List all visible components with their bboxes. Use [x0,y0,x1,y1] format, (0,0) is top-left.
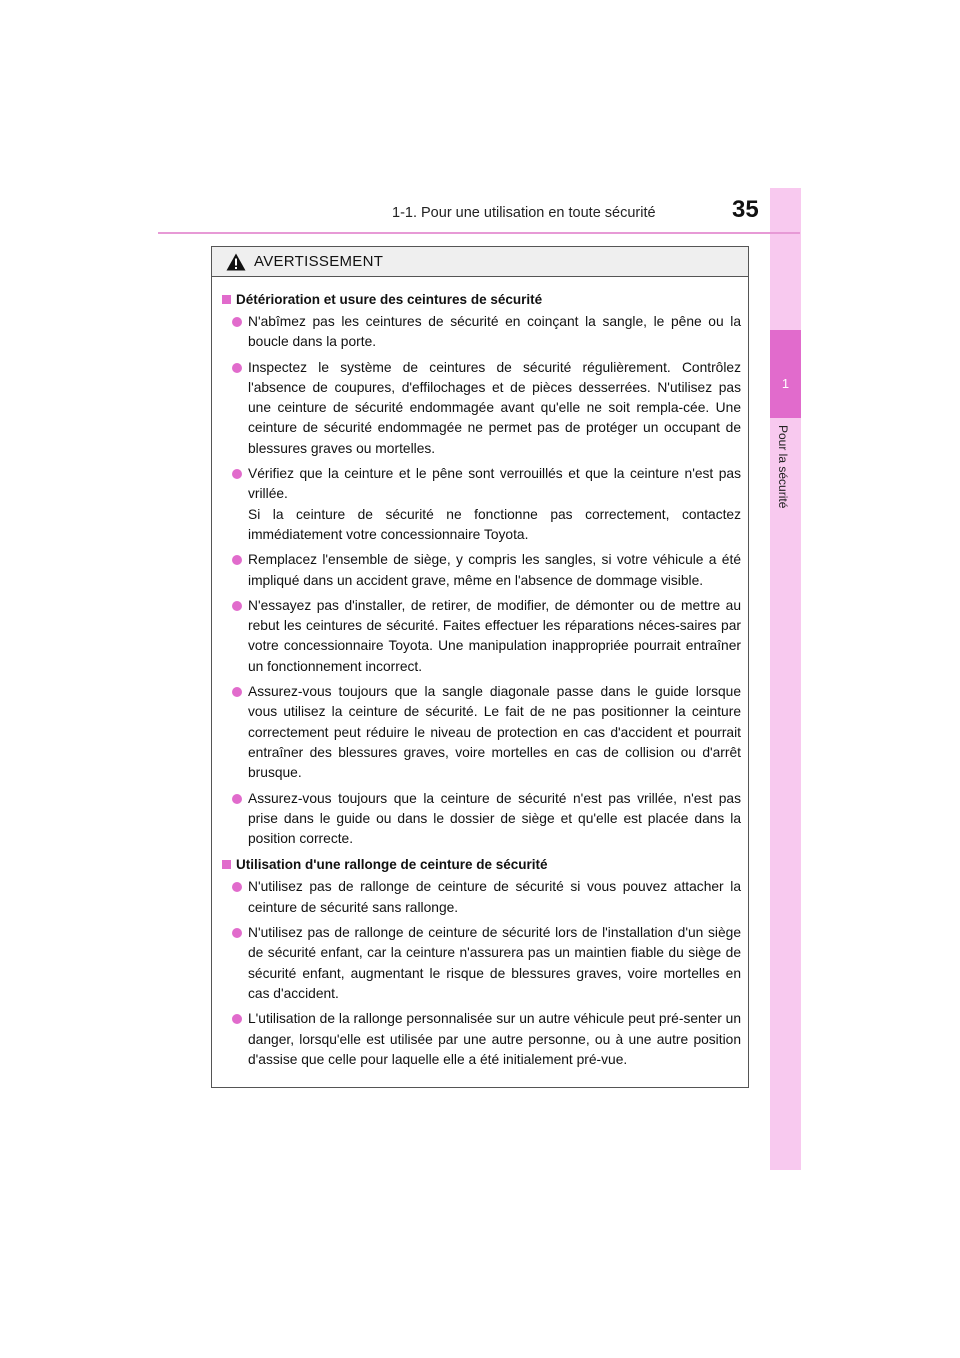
list-item-text: N'essayez pas d'installer, de retirer, de modifier, de démonter ou de mettre au rebut les ceintures de sécurité. Faites effectuer les réparations néces-saires par votre concessionnaire Toyota. Une manipulation inappropriée pourrait entraîner un fonctionnement incorrect. [248,597,741,674]
section-heading [222,289,741,310]
circle-bullet-icon [232,687,242,697]
header-rule [158,232,800,234]
chapter-number: 1 [781,376,790,391]
list-item-text: Assurez-vous toujours que la ceinture de sécurité n'est pas vrillée, n'est pas prise dans le guide ou dans le dossier de siège et qu'elle est placée dans la position correcte. [248,790,741,847]
warning-triangle-icon [226,253,246,271]
list-item-text: N'utilisez pas de rallonge de ceinture de sécurité lors de l'installation d'un siège de sécurité enfant, car la ceinture n'assurera pas un maintien fiable du siège de sécurité enfant, augmentant le risque de blessures graves, voire mortelles en cas d'accident. [248,925,741,1001]
list-item [232,464,741,545]
list-item-text: Vérifiez que la ceinture et le pêne sont verrouillés et que la ceinture n'est pas vrillée. Si la ceinture de sécurité ne fonctionne pas correctement, contactez immédiatement votre concessionnaire Toyota. [248,466,741,542]
list-item-text: Remplacez l'ensemble de siège, y compris les sangles, si votre véhicule a été impliqué dans un accident grave, même en l'absence de dommage visible. [248,552,741,588]
list-item [232,877,741,918]
section-heading-text: Détérioration et usure des ceintures de sécurité [236,292,543,307]
running-header: 1-1. Pour une utilisation en toute sécurité [392,205,656,221]
list-item-text: Assurez-vous toujours que la sangle diagonale passe dans le guide lorsque vous utilisez la ceinture de sécurité. Le fait de ne pas positionner la ceinture correctement peut réduire le niveau de protection en cas d'accident et pourrait entraîner des blessures graves, voire mortelles en cas de collision ou d'arrêt brusque. [248,684,741,781]
circle-bullet-icon [232,882,242,892]
circle-bullet-icon [232,317,242,327]
warning-title: AVERTISSEMENT [254,253,384,270]
circle-bullet-icon [232,601,242,611]
circle-bullet-icon [232,928,242,938]
circle-bullet-icon [232,794,242,804]
list-item [232,596,741,677]
warning-body [212,277,748,1070]
list-item [232,1009,741,1070]
section-heading-text: Utilisation d'une rallonge de ceinture de sécurité [236,857,548,873]
warning-header [212,247,748,277]
list-item-text: Inspectez le système de ceintures de sécurité régulièrement. Contrôlez l'absence de coupures, d'effilochages et de pièces desserrées. N'utilisez pas une ceinture de sécurité endommagée avant qu'elle ne soit rempla-cée. Une ceinture de sécurité endommagée ne permet pas de protéger un occupant de blessures graves ou mortelles. [248,359,741,456]
list-item [232,358,741,459]
list-item [232,923,741,1004]
circle-bullet-icon [232,1014,242,1024]
list-item-text: N'utilisez pas de rallonge de ceinture de sécurité si vous pouvez attacher la ceinture de sécurité sans rallonge. [248,879,741,915]
list-item-text: L'utilisation de la rallonge personnalisée sur un autre véhicule peut pré-senter un danger, lorsqu'elle est utilisée par une autre personne, ou à une autre position d'assise que celle pour laquelle elle a été initialement pré-vue. [248,1011,741,1067]
circle-bullet-icon [232,555,242,565]
list-item [232,312,741,353]
chapter-tab [770,330,801,418]
circle-bullet-icon [232,363,242,373]
square-bullet-icon [222,860,231,869]
list-item [232,789,741,850]
square-bullet-icon [222,295,231,304]
list-item-text: N'abîmez pas les ceintures de sécurité en coinçant la sangle, le pêne ou la boucle dans la porte. [248,314,741,350]
circle-bullet-icon [232,469,242,479]
list-item [232,682,741,783]
section-heading [222,854,741,875]
warning-box [211,246,749,1088]
chapter-label: Pour la sécurité [776,425,790,509]
page-number: 35 [732,196,759,223]
list-item [232,550,741,591]
